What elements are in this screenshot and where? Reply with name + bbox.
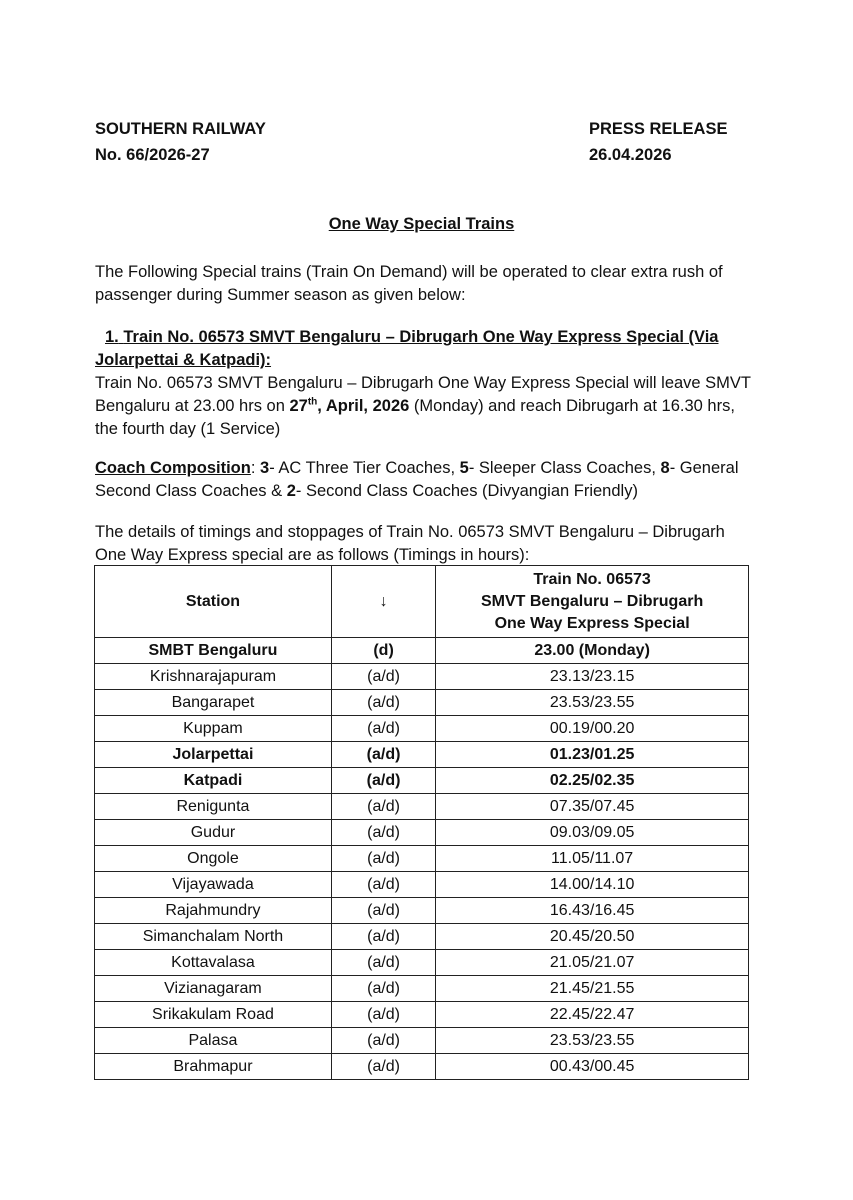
col-header-train-line1: Train No. 06573 <box>533 570 651 588</box>
arr-dep-cell: (a/d) <box>331 976 435 1002</box>
train-heading <box>95 326 755 372</box>
train-heading-number: 1. <box>105 328 119 346</box>
coach-count-sleeper: 5 <box>459 459 469 477</box>
table-row <box>95 950 749 976</box>
arr-dep-cell: (a/d) <box>331 690 435 716</box>
time-cell: 09.03/09.05 <box>436 820 749 846</box>
table-row <box>95 638 749 664</box>
train-desc-part2: (Monday) and reach Dibrugarh at 16.30 hrs, the fourth day (1 Service) <box>95 397 735 438</box>
table-row <box>95 976 749 1002</box>
timings-table <box>94 565 749 1080</box>
time-cell: 01.23/01.25 <box>436 742 749 768</box>
table-row <box>95 1028 749 1054</box>
table-row <box>95 742 749 768</box>
table-row <box>95 924 749 950</box>
time-cell: 23.53/23.55 <box>436 690 749 716</box>
coach-count-ac: 3 <box>260 459 270 477</box>
station-cell: Vijayawada <box>95 872 332 898</box>
col-header-train-line3: One Way Express Special <box>494 614 690 632</box>
col-header-train-line2: SMVT Bengaluru – Dibrugarh <box>480 592 704 610</box>
time-cell: 00.43/00.45 <box>436 1054 749 1080</box>
time-cell: 16.43/16.45 <box>436 898 749 924</box>
col-header-station: Station <box>95 566 332 638</box>
arr-dep-cell: (a/d) <box>331 1028 435 1054</box>
table-header-row <box>95 566 749 638</box>
train-date <box>289 397 409 415</box>
table-row <box>95 820 749 846</box>
table-row <box>95 690 749 716</box>
time-cell: 07.35/07.45 <box>436 794 749 820</box>
table-row <box>95 716 749 742</box>
time-cell: 23.00 (Monday) <box>436 638 749 664</box>
arr-dep-cell: (a/d) <box>331 768 435 794</box>
arr-dep-cell: (a/d) <box>331 742 435 768</box>
intro-paragraph: The Following Special trains (Train On Demand) will be operated to clear extra rush of passenger during Summer season as given below: <box>95 263 723 304</box>
train-desc-part1: Train No. 06573 SMVT Bengaluru – Dibrugarh One Way Express Special will leave SMVT Bengaluru at 23.00 hrs on <box>95 374 751 415</box>
time-cell: 23.13/23.15 <box>436 664 749 690</box>
station-cell: Kottavalasa <box>95 950 332 976</box>
table-row <box>95 872 749 898</box>
arr-dep-cell: (a/d) <box>331 794 435 820</box>
arr-dep-cell: (d) <box>331 638 435 664</box>
release-number: No. 66/2026-27 <box>95 146 210 164</box>
time-cell: 20.45/20.50 <box>436 924 749 950</box>
station-cell: SMBT Bengaluru <box>95 638 332 664</box>
time-cell: 11.05/11.07 <box>436 846 749 872</box>
org-name: SOUTHERN RAILWAY <box>95 120 266 138</box>
train-section <box>95 326 755 441</box>
coach-text-general: - General Second Class Coaches & <box>95 459 739 500</box>
coach-text-second: - Second Class Coaches (Divyangian Friendly) <box>295 482 638 500</box>
train-date-rest: , April, 2026 <box>317 397 410 415</box>
train-date-day: 27 <box>289 397 308 415</box>
arr-dep-cell: (a/d) <box>331 1054 435 1080</box>
table-row <box>95 1054 749 1080</box>
table-row <box>95 1002 749 1028</box>
header-left <box>95 116 266 168</box>
coach-text-sleeper: - Sleeper Class Coaches, <box>468 459 661 477</box>
page-title: One Way Special Trains <box>328 215 515 233</box>
table-row <box>95 768 749 794</box>
release-type: PRESS RELEASE <box>589 120 728 138</box>
train-heading-text: Train No. 06573 SMVT Bengaluru – Dibrugarh One Way Express Special (Via Jolarpettai & Katpadi): <box>95 328 719 369</box>
time-cell: 00.19/00.20 <box>436 716 749 742</box>
station-cell: Rajahmundry <box>95 898 332 924</box>
arr-dep-cell: (a/d) <box>331 664 435 690</box>
header-right <box>589 116 727 168</box>
table-row <box>95 794 749 820</box>
release-date: 26.04.2026 <box>589 146 672 164</box>
arr-dep-cell: (a/d) <box>331 1002 435 1028</box>
coach-count-second: 2 <box>286 482 296 500</box>
station-cell: Jolarpettai <box>95 742 332 768</box>
coach-sep: : <box>250 459 261 477</box>
station-cell: Kuppam <box>95 716 332 742</box>
table-row <box>95 846 749 872</box>
arr-dep-cell: (a/d) <box>331 950 435 976</box>
station-cell: Renigunta <box>95 794 332 820</box>
station-cell: Ongole <box>95 846 332 872</box>
station-cell: Simanchalam North <box>95 924 332 950</box>
col-header-train <box>436 566 749 638</box>
coach-text-ac: - AC Three Tier Coaches, <box>269 459 460 477</box>
arr-dep-cell: (a/d) <box>331 716 435 742</box>
time-cell: 21.45/21.55 <box>436 976 749 1002</box>
arr-dep-cell: (a/d) <box>331 820 435 846</box>
arr-dep-cell: (a/d) <box>331 846 435 872</box>
arr-dep-cell: (a/d) <box>331 872 435 898</box>
time-cell: 02.25/02.35 <box>436 768 749 794</box>
coach-composition <box>95 457 755 503</box>
station-cell: Brahmapur <box>95 1054 332 1080</box>
arr-dep-cell: (a/d) <box>331 924 435 950</box>
station-cell: Gudur <box>95 820 332 846</box>
time-cell: 14.00/14.10 <box>436 872 749 898</box>
coach-count-general: 8 <box>660 459 670 477</box>
station-cell: Krishnarajapuram <box>95 664 332 690</box>
station-cell: Palasa <box>95 1028 332 1054</box>
table-row <box>95 898 749 924</box>
col-header-arrow: ↓ <box>331 566 435 638</box>
station-cell: Katpadi <box>95 768 332 794</box>
station-cell: Srikakulam Road <box>95 1002 332 1028</box>
train-date-sup: th <box>307 396 318 408</box>
details-paragraph: The details of timings and stoppages of Train No. 06573 SMVT Bengaluru – Dibrugarh One Way Express special are as follows (Timings in hours): <box>95 523 725 564</box>
coach-label: Coach Composition <box>95 459 251 477</box>
table-row <box>95 664 749 690</box>
train-description <box>95 372 755 441</box>
time-cell: 22.45/22.47 <box>436 1002 749 1028</box>
station-cell: Vizianagaram <box>95 976 332 1002</box>
station-cell: Bangarapet <box>95 690 332 716</box>
time-cell: 23.53/23.55 <box>436 1028 749 1054</box>
arr-dep-cell: (a/d) <box>331 898 435 924</box>
time-cell: 21.05/21.07 <box>436 950 749 976</box>
